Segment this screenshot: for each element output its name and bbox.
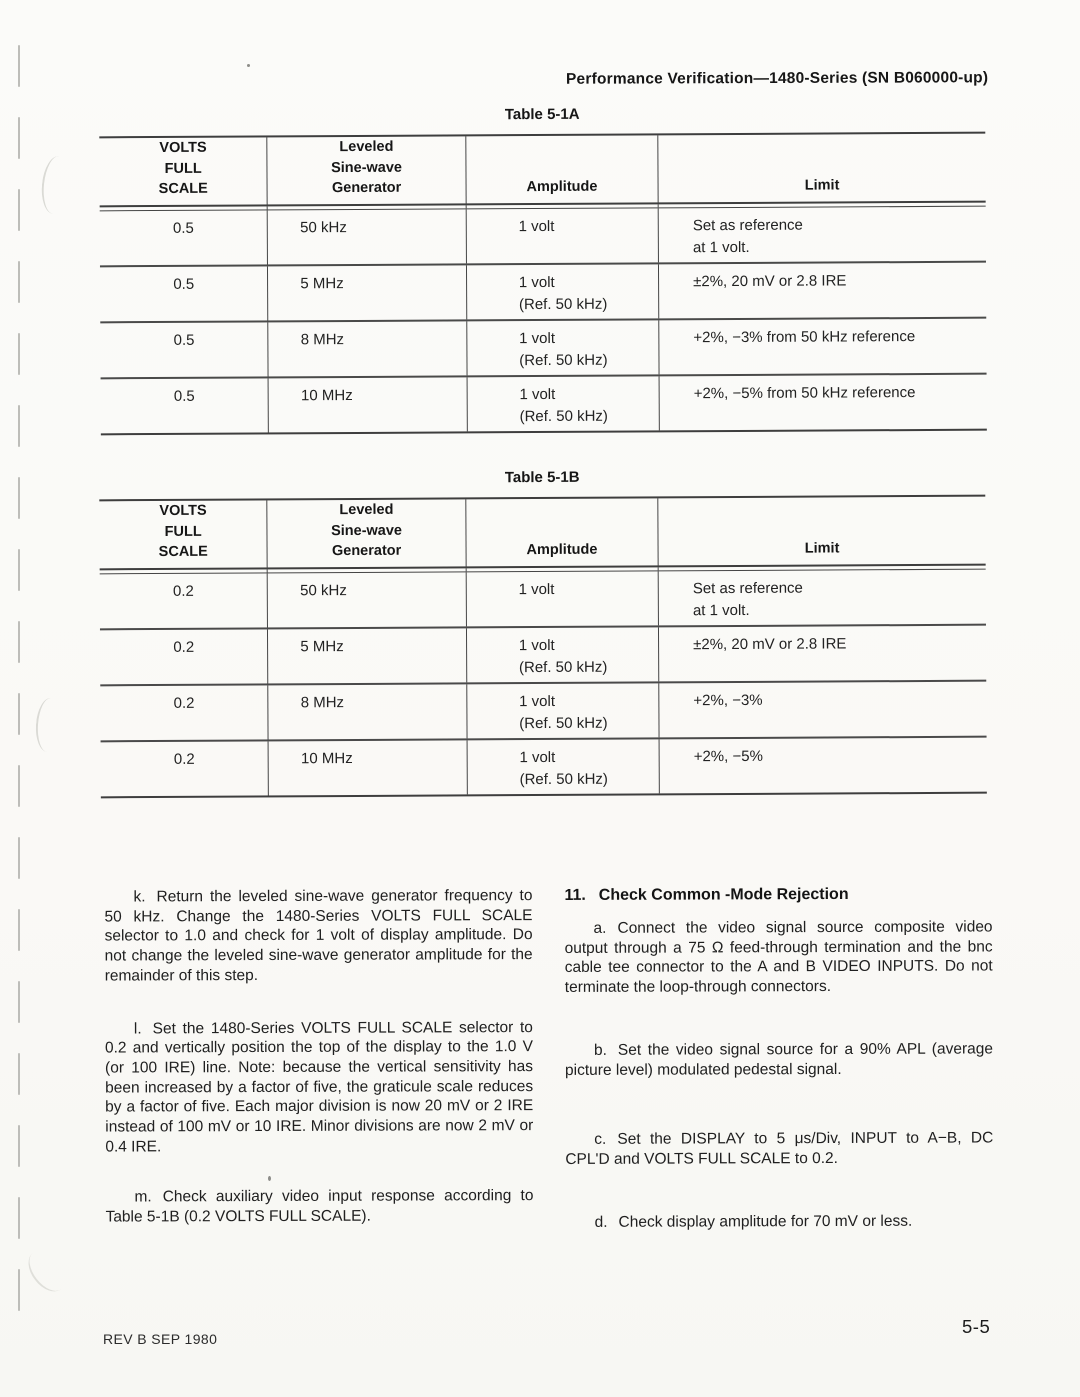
- table-cell: 1 volt (Ref. 50 kHz): [467, 376, 660, 431]
- table-cell: 1 volt: [466, 571, 659, 626]
- scan-edge-mark: [18, 981, 20, 1023]
- paragraph-label: b.: [593, 1041, 607, 1059]
- section-heading-number: 11.: [564, 886, 586, 904]
- table-5-1a-title: Table 5-1A: [504, 105, 580, 124]
- footer-page-number: 5-5: [962, 1316, 991, 1337]
- table-5-1b: [99, 495, 987, 799]
- table-cell: 0.5: [100, 210, 269, 265]
- scan-edge-mark: [18, 909, 20, 951]
- table-row: [100, 261, 986, 322]
- table-header-cell: Amplitude: [466, 135, 659, 204]
- scan-edge-mark: [18, 117, 20, 159]
- scan-edge-mark: [18, 765, 20, 807]
- table-cell: 1 volt (Ref. 50 kHz): [467, 683, 660, 738]
- table-row: [100, 680, 986, 741]
- table-header-cell: Leveled Sine-wave Generator: [268, 499, 467, 568]
- scan-edge-mark: [18, 621, 20, 663]
- table-header-cell: Limit: [804, 540, 840, 557]
- scan-edge-mark: [18, 1053, 20, 1095]
- table-cell: 10 MHz: [269, 377, 468, 432]
- table-cell: 1 volt (Ref. 50 kHz): [467, 627, 660, 682]
- table-header-row: [99, 134, 985, 208]
- paragraph-b: b. Set the video signal source for a 90% APL (average picture level) modulated pedestal signal.: [565, 1040, 993, 1079]
- table-cell: ±2%, 20 mV or 2.8 IRE: [693, 272, 847, 291]
- table-row: [100, 624, 986, 685]
- table-cell: ±2%, 20 mV or 2.8 IRE: [693, 635, 847, 654]
- table-cell: 0.5: [101, 378, 270, 433]
- paragraph-k: k. Return the leveled sine-wave generator frequency to 50 kHz. Change the 1480-Series VOLTS FULL SCALE selector to 1.0 and check for 1 volt of display amplitude. Do not change the leveled sine-wave generator amplitude for the remainder of this step.: [104, 887, 533, 985]
- table-cell: Set as reference at 1 volt.: [692, 579, 803, 619]
- paragraph-l: l. Set the 1480-Series VOLTS FULL SCALE selector to 0.2 and vertically position the top of the display to the 1.0 V (or 100 IRE) line. Note: because the vertical sensitivity has been increased by a factor of five, the graticule scale reduces by a factor of five. Each major division is now 20 mV or 2 IRE instead of 100 mV or 10 IRE. Minor divisions are now 2 mV or 0.4 IRE.: [104, 1018, 534, 1156]
- table-cell: 10 MHz: [269, 740, 468, 795]
- scan-edge-mark: [18, 549, 20, 591]
- scan-artifact: [247, 64, 250, 67]
- paragraph-label: a.: [593, 919, 607, 937]
- table-5-1a: [99, 132, 987, 436]
- scan-edge-mark: [18, 45, 20, 87]
- table-row: [100, 207, 986, 266]
- scan-edge-mark: [18, 837, 20, 879]
- table-cell: +2%, −3%: [693, 691, 763, 710]
- table-cell: 0.2: [100, 629, 269, 684]
- section-heading-text: Check Common -Mode Rejection: [598, 885, 849, 904]
- table-5-1b-section: [99, 467, 987, 799]
- left-column: [104, 886, 533, 1234]
- paragraph-label: m.: [134, 1188, 152, 1206]
- table-5-1b-title: Table 5-1B: [504, 468, 580, 487]
- table-header-cell: VOLTS FULL SCALE: [99, 500, 268, 568]
- scan-artifact: [39, 155, 73, 216]
- table-cell: +2%, −5% from 50 kHz reference: [693, 384, 916, 403]
- page-header-title: Performance Verification—1480-Series (SN B060000-up): [565, 69, 989, 88]
- scan-artifact: [21, 1244, 73, 1299]
- table-cell: 0.2: [100, 573, 269, 628]
- table-cell: 0.5: [100, 322, 269, 377]
- table-cell: 8 MHz: [269, 321, 468, 376]
- scan-edge-mark: [18, 189, 20, 231]
- table-cell: 0.2: [101, 741, 270, 796]
- table-header-cell: VOLTS FULL SCALE: [99, 137, 268, 205]
- table-row: [101, 736, 987, 797]
- table-header-cell: Amplitude: [466, 498, 659, 567]
- table-5-1a-section: [99, 104, 987, 436]
- table-cell: 1 volt: [466, 208, 659, 263]
- paragraph-label: k.: [133, 888, 146, 906]
- body-columns: [104, 884, 995, 1233]
- table-cell: 0.2: [100, 685, 269, 740]
- scan-edge-mark: [18, 333, 20, 375]
- table-cell: 0.5: [100, 266, 269, 321]
- table-cell: 50 kHz: [268, 209, 467, 264]
- footer-revision: REV B SEP 1980: [103, 1331, 218, 1347]
- paragraph-m: m. Check auxiliary video input response according to Table 5-1B (0.2 VOLTS FULL SCALE).: [105, 1187, 534, 1226]
- table-row: [100, 317, 986, 378]
- table-cell: 50 kHz: [268, 572, 467, 627]
- table-cell: +2%, −5%: [693, 747, 763, 766]
- table-row: [100, 570, 986, 629]
- table-cell: 5 MHz: [268, 628, 467, 683]
- paragraph-c: c. Set the DISPLAY to 5 μs/Div, INPUT to A−B, DC CPL'D and VOLTS FULL SCALE to 0.2.: [565, 1129, 994, 1168]
- table-cell: 1 volt (Ref. 50 kHz): [467, 320, 660, 375]
- scan-edge-mark: [18, 261, 20, 303]
- paragraph-label: c.: [594, 1131, 607, 1149]
- table-header-row: [99, 497, 985, 571]
- scan-edge-mark: [18, 477, 20, 519]
- section-heading: [564, 884, 992, 905]
- scan-edge-mark: [18, 693, 20, 735]
- paragraph-a: a. Connect the video signal source composite video output through a 75 Ω feed-through termination and the bnc cable tee connector to the A and B VIDEO INPUTS. Do not terminate the loop-through connectors.: [564, 918, 993, 997]
- table-cell: 8 MHz: [269, 684, 468, 739]
- table-cell: Set as reference at 1 volt.: [692, 216, 803, 256]
- scan-artifact: [34, 697, 64, 753]
- paragraph-d: d. Check display amplitude for 70 mV or less.: [594, 1212, 913, 1231]
- table-cell: 5 MHz: [268, 265, 467, 320]
- scan-edge-mark: [18, 405, 20, 447]
- scan-edge-mark: [18, 1197, 20, 1239]
- table-cell: +2%, −3% from 50 kHz reference: [693, 328, 916, 347]
- table-row: [101, 373, 987, 434]
- scan-edge-mark: [18, 1269, 20, 1311]
- right-column: [564, 884, 993, 1232]
- table-header-cell: Limit: [804, 177, 840, 194]
- paragraph-label: l.: [133, 1019, 142, 1037]
- paragraph-label: d.: [594, 1213, 608, 1231]
- scan-edge-mark: [18, 1125, 20, 1167]
- table-cell: 1 volt (Ref. 50 kHz): [467, 739, 660, 794]
- table-header-cell: Leveled Sine-wave Generator: [268, 136, 467, 205]
- table-cell: 1 volt (Ref. 50 kHz): [467, 264, 660, 319]
